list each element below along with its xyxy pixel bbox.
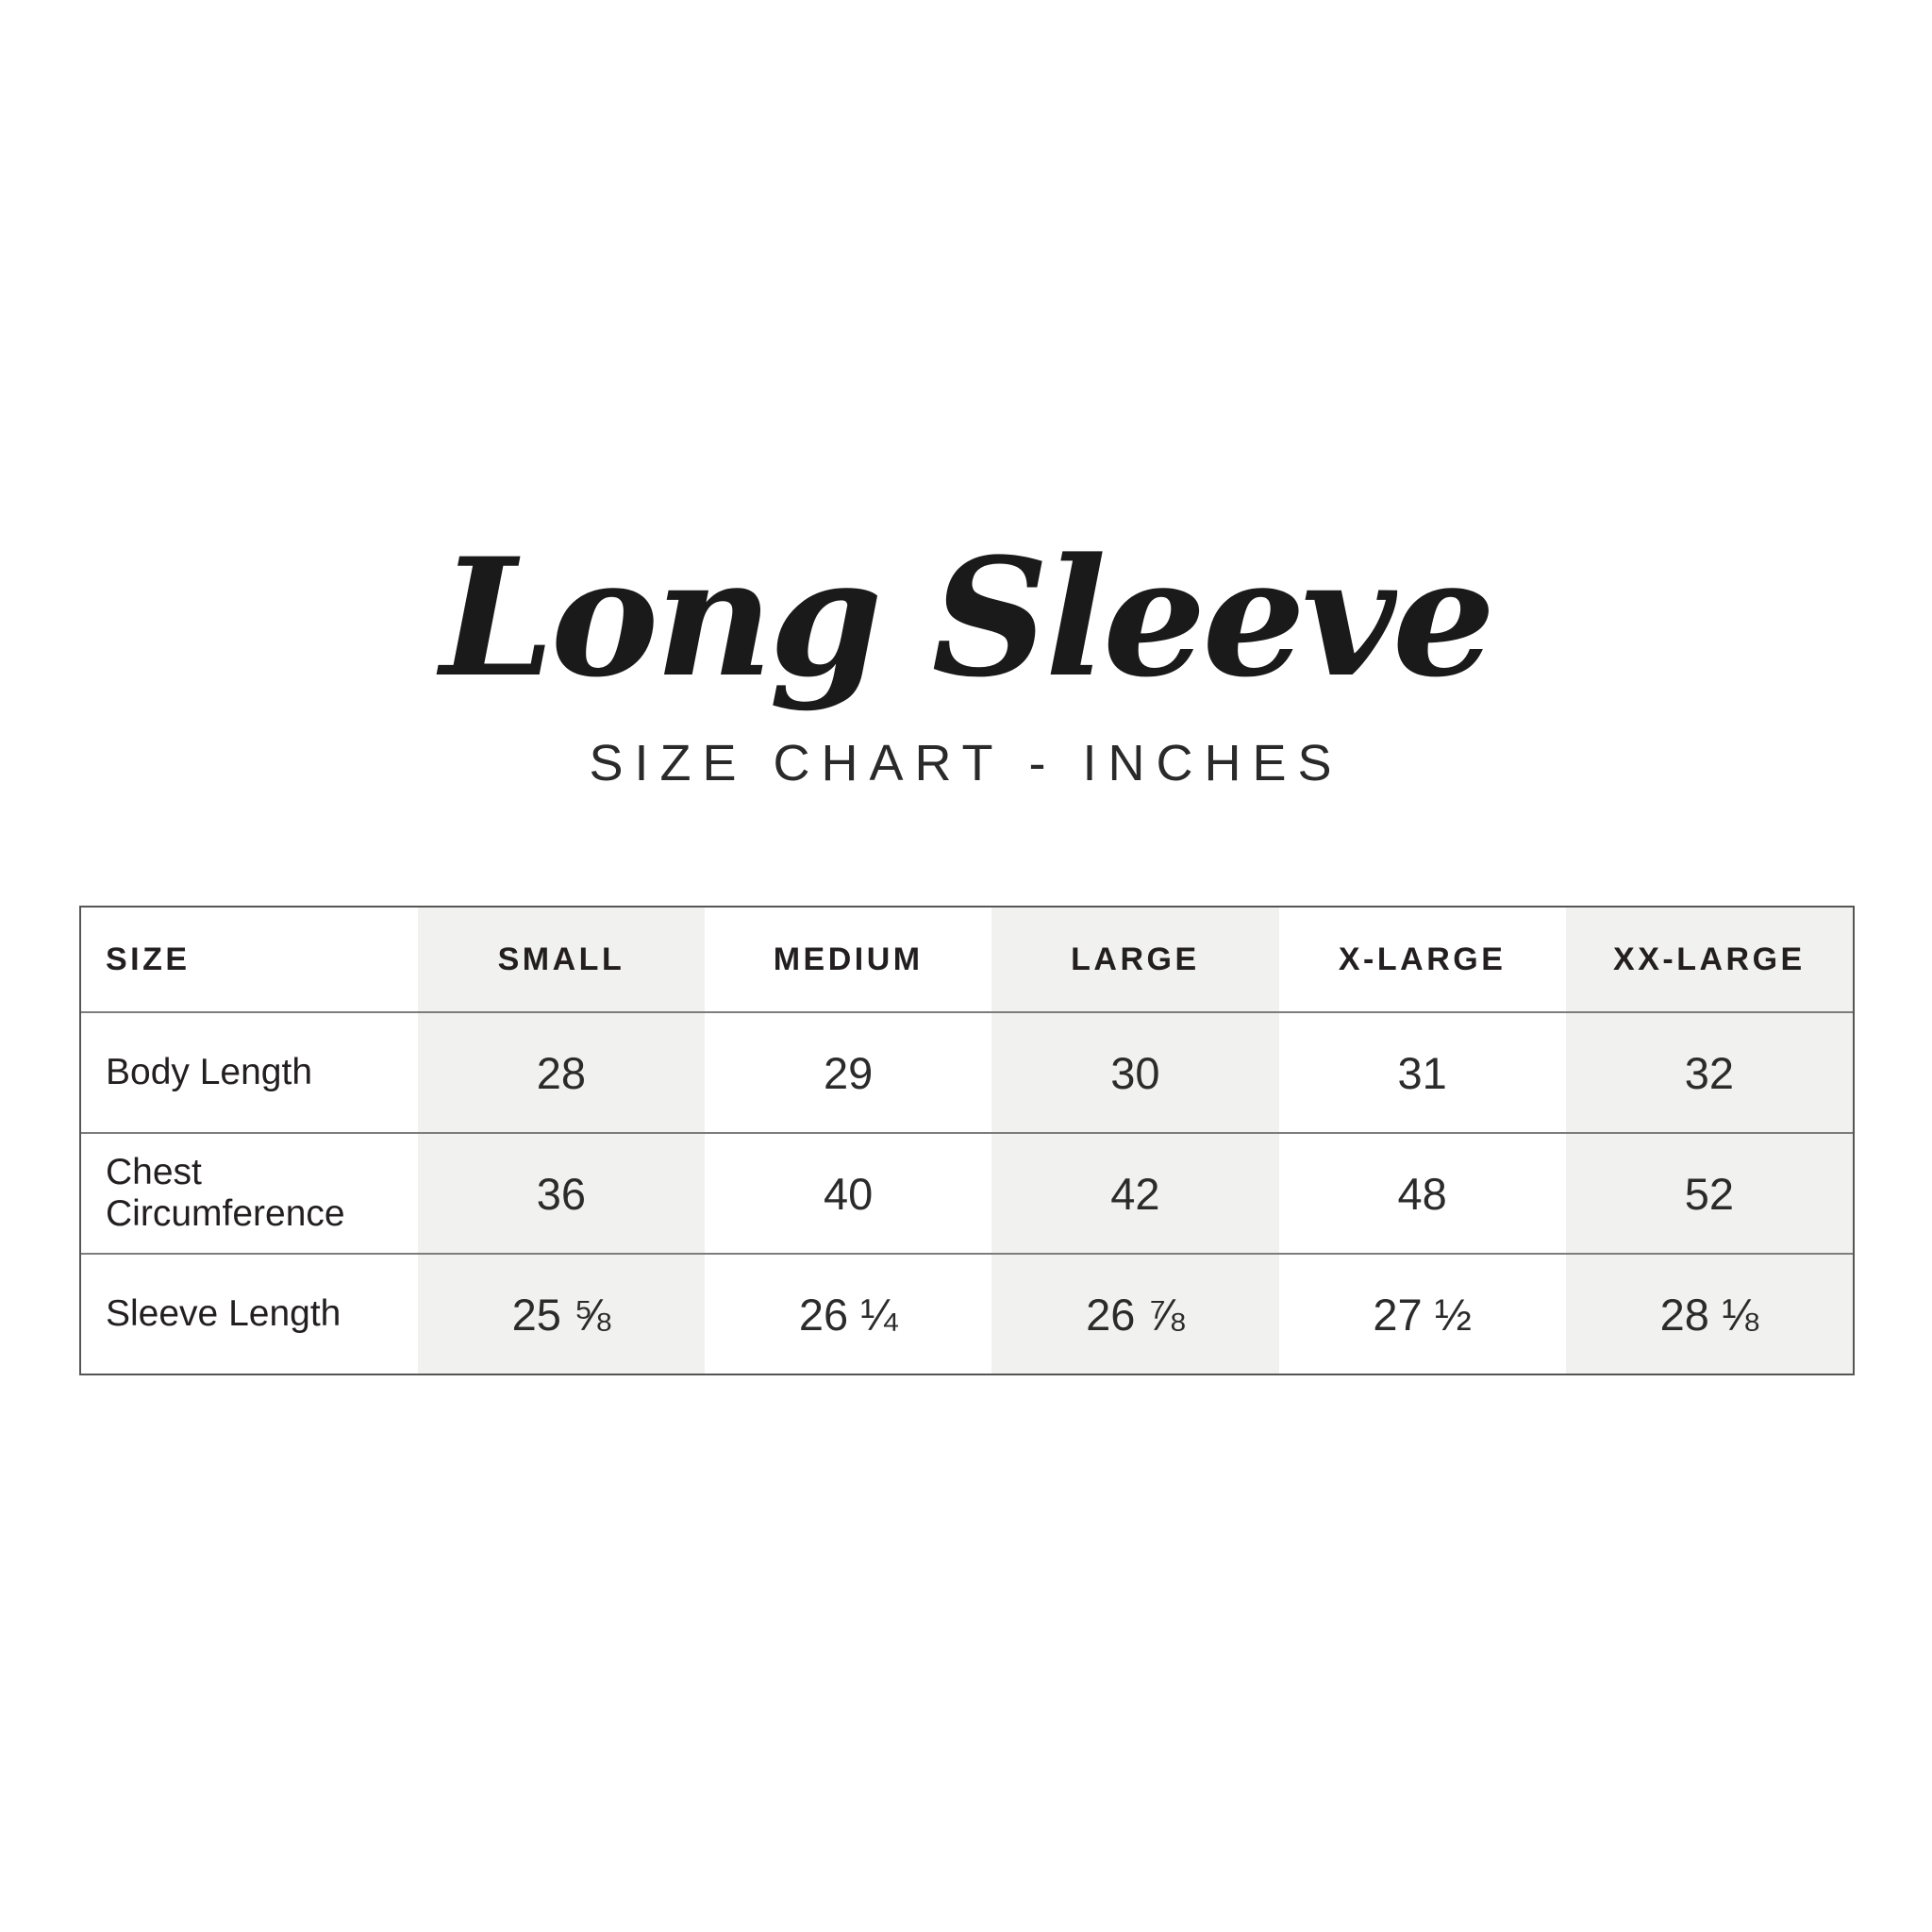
chart-title: Long Sleeve [440,522,1492,713]
table-row-body-length [81,1011,1853,1132]
table-cell: 29 [824,1047,874,1098]
table-cell: 48 [1397,1168,1447,1219]
table-cell: 42 [991,1134,1278,1253]
table-row-sleeve-length [81,1253,1853,1374]
size-chart-table [79,906,1855,1375]
table-cell: 31 [1397,1047,1447,1098]
column-header-large: LARGE [991,908,1278,1011]
row-label: Body Length [106,1052,313,1092]
table-cell: 26 ⅞ [991,1255,1278,1374]
table-cell: 26 ¼ [798,1289,898,1340]
row-label: Sleeve Length [106,1293,341,1334]
column-header-x-large: X-LARGE [1338,941,1507,977]
table-header-row [81,908,1853,1011]
table-row-chest-circumference [81,1132,1853,1253]
column-header-size: SIZE [106,941,191,977]
column-header-medium: MEDIUM [773,941,924,977]
table-cell: 40 [824,1168,874,1219]
table-cell: 25 ⅝ [418,1255,705,1374]
chart-subtitle: SIZE CHART - INCHES [589,735,1343,791]
column-header-small: SMALL [418,908,705,1011]
column-header-xx-large: XX-LARGE [1566,908,1853,1011]
table-cell: 28 ⅛ [1566,1255,1853,1374]
table-cell: 28 [418,1013,705,1132]
table-cell: 30 [991,1013,1278,1132]
table-cell: 52 [1566,1134,1853,1253]
row-label: Chest Circumference [106,1152,345,1234]
table-cell: 32 [1566,1013,1853,1132]
table-cell: 36 [418,1134,705,1253]
table-cell: 27 ½ [1373,1289,1472,1340]
